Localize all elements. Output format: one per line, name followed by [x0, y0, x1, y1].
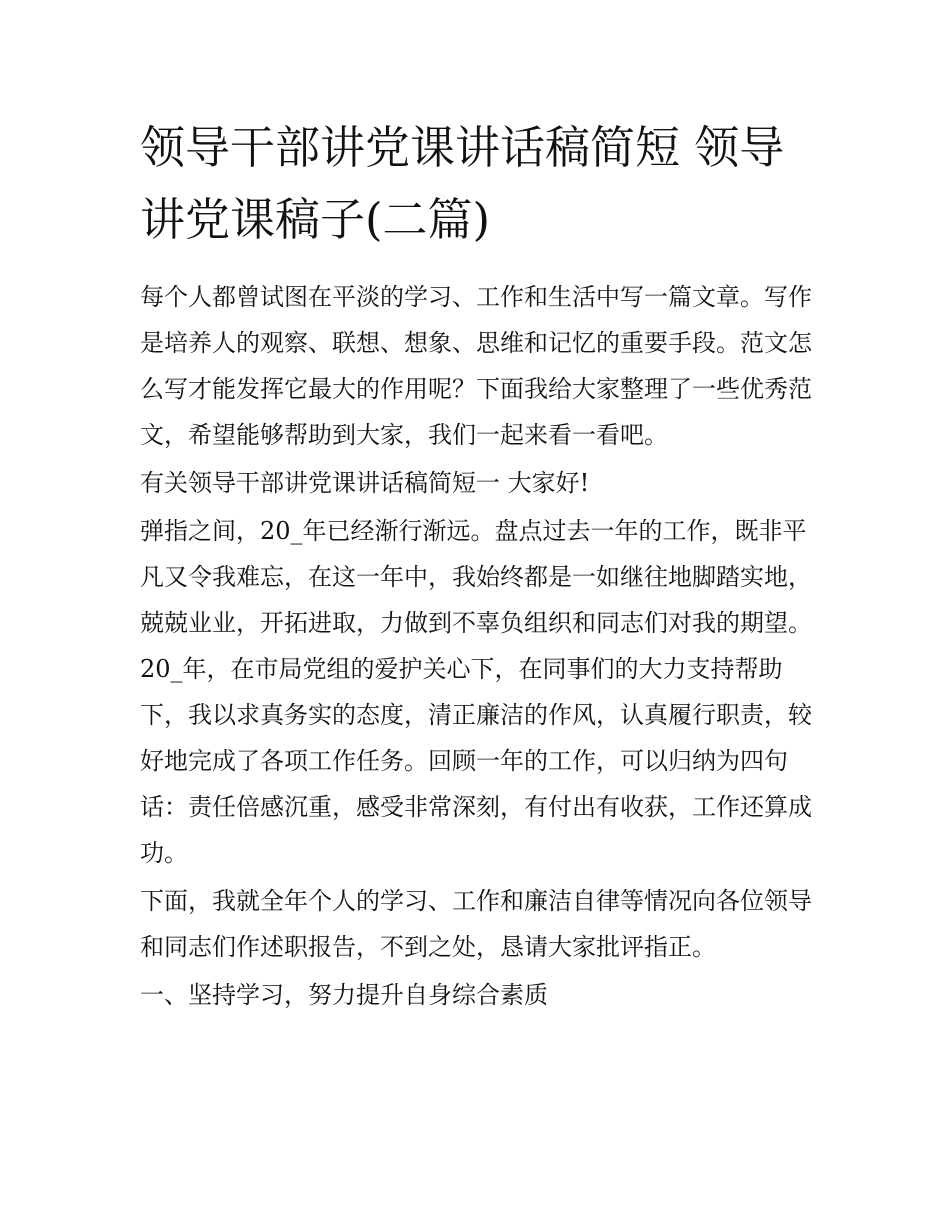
section-heading-study: 一、坚持学习，努力提升自身综合素质	[140, 981, 548, 1009]
speech-heading-paragraph: 有关领导干部讲党课讲话稿简短一 大家好!	[140, 469, 590, 497]
document-content	[140, 112, 820, 1020]
annual-review-paragraph: 弹指之间，20_年已经渐行渐远。盘点过去一年的工作，既非平凡又令我难忘，在这一年中，我始终都是一如继往地脚踏实地，兢兢业业，开拓进取，力做到不辜负组织和同志们对我的期望。20_年，在市局党组的爱护关心下，在同事们的大力支持帮助下，我以求真务实的态度，清正廉洁的作风，认真履行职责，较好地完成了各项工作任务。回顾一年的工作，可以归纳为四句话：责任倍感沉重，感受非常深刻，有付出有收获，工作还算成功。	[140, 517, 812, 867]
intro-paragraph: 每个人都曾试图在平淡的学习、工作和生活中写一篇文章。写作是培养人的观察、联想、想象、思维和记忆的重要手段。范文怎么写才能发挥它最大的作用呢？下面我给大家整理了一些优秀范文，希望能够帮助到大家，我们一起来看一看吧。	[140, 283, 812, 449]
document-title: 领导干部讲党课讲话稿简短 领导讲党课稿子(二篇)	[140, 121, 785, 246]
report-intro-paragraph: 下面，我就全年个人的学习、工作和廉洁自律等情况向各位领导和同志们作述职报告，不到之处，恳请大家批评指正。	[140, 887, 812, 961]
